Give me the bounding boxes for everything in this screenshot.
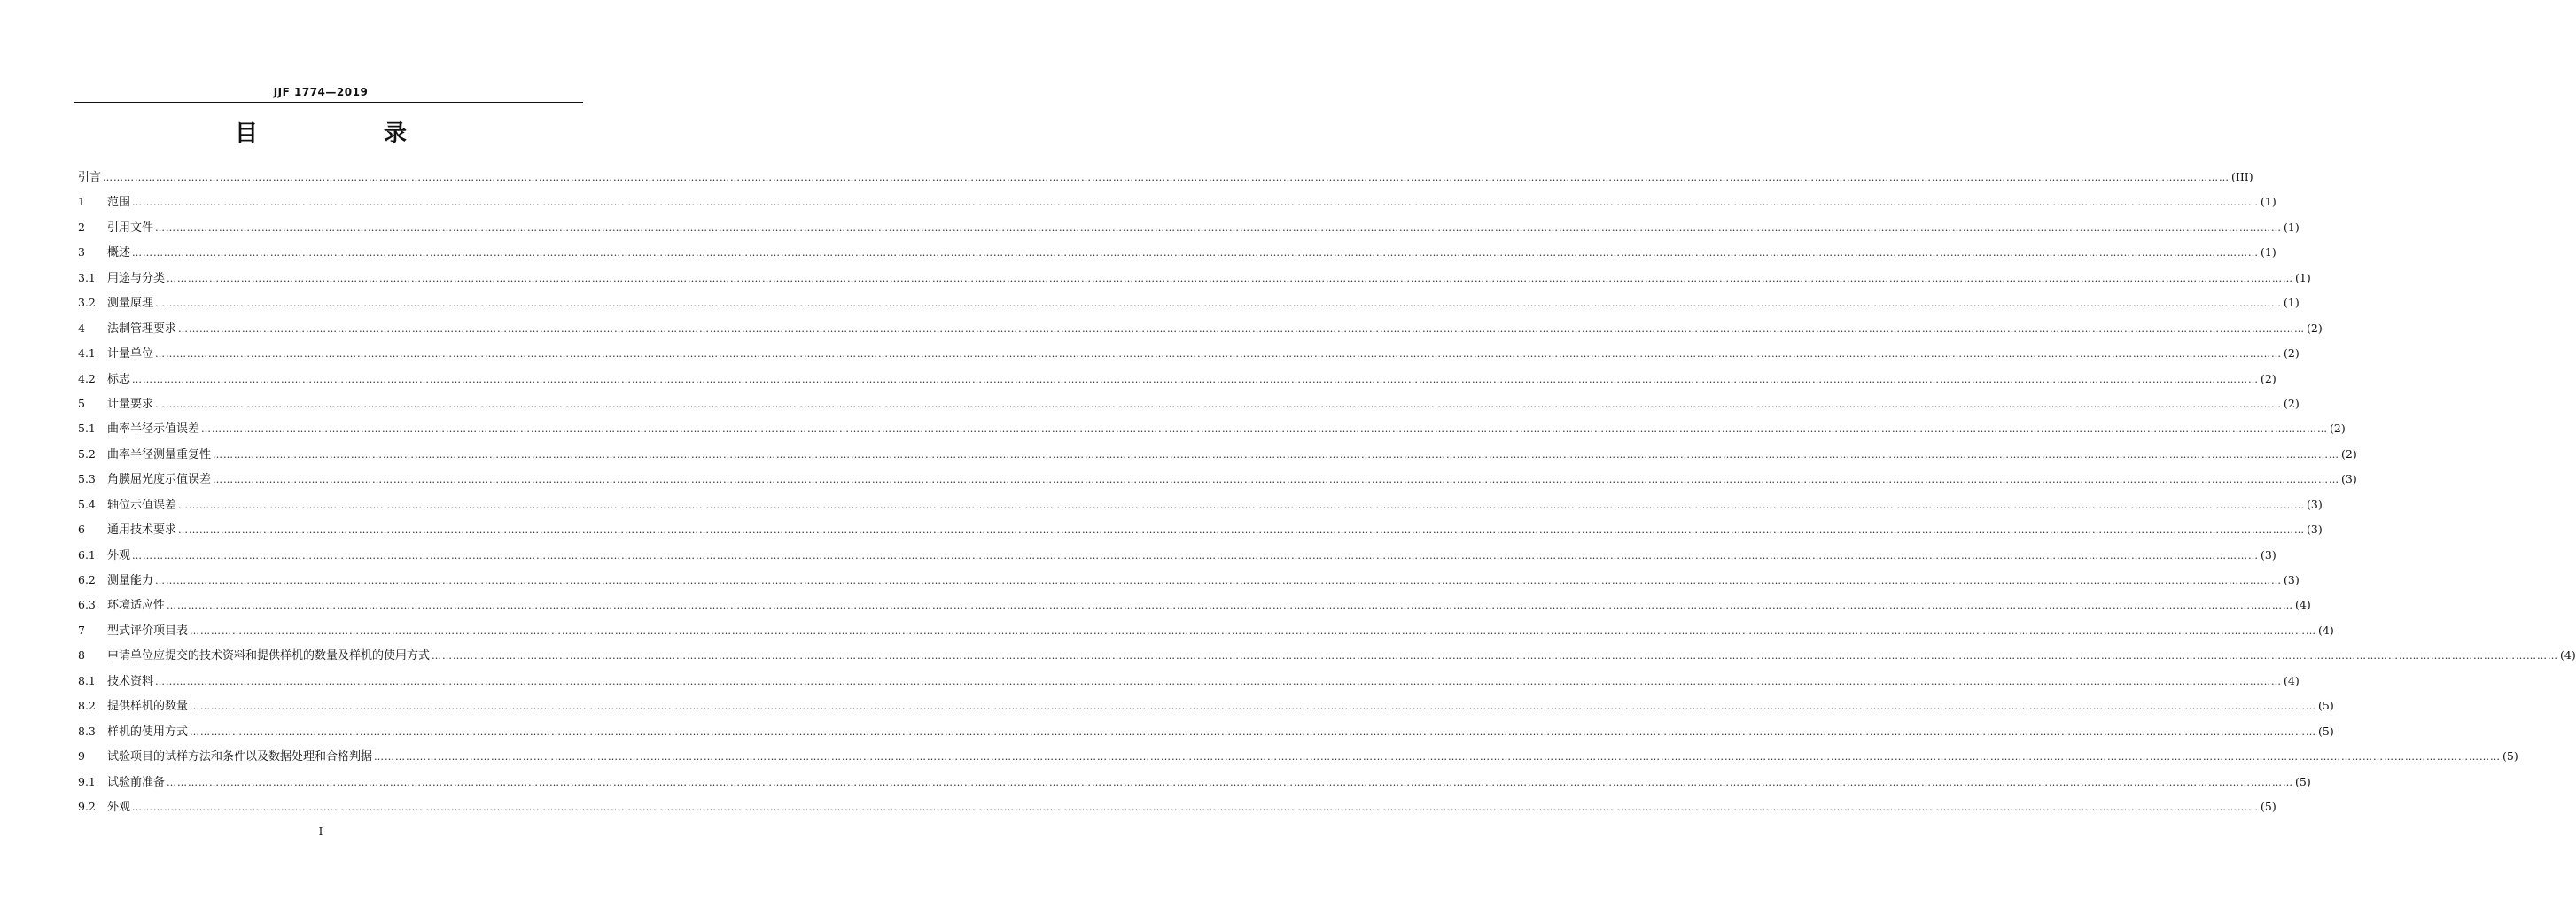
toc-entry-number: 9: [78, 749, 85, 764]
toc-entry-line: [107, 393, 2300, 415]
toc-dot-leader: ……………………………………………………………………………………………………………………………………………………………………………………………………………………………………………………………………………………………………………………………………………………………………………………………………………………………………………………………………………………………………………………………………………………: [167, 600, 2294, 612]
toc-dot-leader: ……………………………………………………………………………………………………………………………………………………………………………………………………………………………………………………………………………………………………………………………………………………………………………………………………………………………………………………………………………………………………………………………………………………: [374, 751, 2502, 764]
toc-entry-page: (5): [2261, 799, 2276, 813]
toc-entry-page: (3): [2261, 547, 2276, 562]
toc-dot-leader: ……………………………………………………………………………………………………………………………………………………………………………………………………………………………………………………………………………………………………………………………………………………………………………………………………………………………………………………………………………………………………………………………………………………: [178, 322, 2306, 335]
toc-entry-number: 7: [78, 623, 85, 637]
header-rule: [74, 102, 583, 103]
toc-entry[interactable]: [78, 167, 2253, 191]
toc-dot-leader: ……………………………………………………………………………………………………………………………………………………………………………………………………………………………………………………………………………………………………………………………………………………………………………………………………………………………………………………………………………………………………………………………………………………: [190, 725, 2317, 738]
toc-entry-line: [107, 570, 2300, 592]
toc-entry-label: 法制管理要求: [107, 322, 177, 336]
toc-entry-number: 5.4: [78, 497, 96, 511]
toc-entry-line: [107, 318, 2323, 340]
toc-entry-number: 8: [78, 648, 85, 663]
toc-entry-page: (2): [2284, 346, 2300, 360]
toc-entry-number: 3: [78, 245, 85, 260]
toc-entry-page: (5): [2502, 749, 2518, 764]
toc-entry-line: [107, 292, 2300, 314]
toc-entry[interactable]: [78, 570, 2300, 594]
toc-entry-page: (2): [2330, 422, 2346, 436]
toc-entry-page: (3): [2341, 472, 2357, 486]
toc-entry-number: 4.1: [78, 346, 96, 360]
toc-entry-page: (5): [2318, 724, 2334, 738]
toc-entry-line: [107, 746, 2518, 768]
toc-entry-number: 1: [78, 195, 85, 209]
toc-dot-leader: ……………………………………………………………………………………………………………………………………………………………………………………………………………………………………………………………………………………………………………………………………………………………………………………………………………………………………………………………………………………………………………………………………………………: [432, 650, 2559, 663]
toc-entry-number: 2: [78, 220, 85, 234]
toc-entry-page: (1): [2261, 195, 2276, 209]
toc-entry[interactable]: [78, 217, 2300, 242]
toc-entry-number: 4.2: [78, 371, 96, 385]
toc-entry[interactable]: [78, 519, 2323, 544]
toc-entry-line: [107, 796, 2276, 818]
toc-entry-line: [107, 695, 2334, 717]
toc-dot-leader: ……………………………………………………………………………………………………………………………………………………………………………………………………………………………………………………………………………………………………………………………………………………………………………………………………………………………………………………………………………………………………………………………………………………: [132, 197, 2260, 209]
toc-entry-number: 8.1: [78, 673, 96, 687]
toc-entry[interactable]: [78, 746, 2518, 771]
toc-entry-label: 曲率半径示值误差: [107, 422, 200, 437]
toc-dot-leader: ……………………………………………………………………………………………………………………………………………………………………………………………………………………………………………………………………………………………………………………………………………………………………………………………………………………………………………………………………………………………………………………………………………………: [155, 348, 2283, 360]
page-title: 目 录: [234, 120, 458, 147]
toc-entry[interactable]: [78, 267, 2311, 292]
toc-entry-line: [107, 519, 2323, 541]
page-number: I: [318, 826, 323, 838]
toc-entry-label: 标志: [107, 372, 131, 386]
toc-dot-leader: ……………………………………………………………………………………………………………………………………………………………………………………………………………………………………………………………………………………………………………………………………………………………………………………………………………………………………………………………………………………………………………………………………………………: [155, 298, 2283, 310]
toc-entry-number: 9.2: [78, 799, 96, 813]
toc-entry-number: 6.1: [78, 547, 96, 562]
toc-entry-page: (1): [2284, 296, 2300, 310]
toc-dot-leader: ……………………………………………………………………………………………………………………………………………………………………………………………………………………………………………………………………………………………………………………………………………………………………………………………………………………………………………………………………………………………………………………………………………………: [190, 624, 2317, 637]
toc-dot-leader: ……………………………………………………………………………………………………………………………………………………………………………………………………………………………………………………………………………………………………………………………………………………………………………………………………………………………………………………………………………………………………………………………………………………: [213, 448, 2340, 461]
toc-entry-number: 8.2: [78, 699, 96, 713]
toc-entry-line: [107, 771, 2311, 794]
toc-entry-page: (5): [2295, 774, 2311, 788]
toc-dot-leader: ……………………………………………………………………………………………………………………………………………………………………………………………………………………………………………………………………………………………………………………………………………………………………………………………………………………………………………………………………………………………………………………………………………………: [155, 675, 2283, 687]
toc-entry[interactable]: [78, 393, 2300, 418]
toc-entry-number: 5.3: [78, 472, 96, 486]
toc-entry[interactable]: [78, 545, 2276, 570]
toc-entry-label: 曲率半径测量重复性: [107, 447, 212, 461]
toc-entry-page: (4): [2560, 648, 2576, 663]
toc-entry-page: (3): [2284, 573, 2300, 586]
document-code: JJF 1774—2019: [273, 86, 369, 98]
toc-entry-line: [107, 191, 2276, 213]
toc-entry-label: 引言: [78, 171, 102, 184]
toc-entry-page: (3): [2307, 497, 2323, 511]
toc-entry-label: 范围: [107, 196, 131, 210]
toc-entry-number: 3.1: [78, 270, 96, 284]
toc-entry[interactable]: [78, 242, 2276, 267]
toc-entry-line: [107, 267, 2311, 290]
toc-entry-page: (3): [2307, 523, 2323, 537]
toc-entry-number: 6.2: [78, 573, 96, 586]
toc-entry[interactable]: [78, 469, 2357, 493]
toc-entry-number: 5: [78, 396, 85, 410]
toc-entry-label: 申请单位应提交的技术资料和提供样机的数量及样机的使用方式: [107, 649, 431, 663]
toc-entry-page: (4): [2284, 673, 2300, 687]
toc-entry-line: [107, 671, 2300, 693]
toc-entry-line: [107, 469, 2357, 491]
toc-entry-number: 6.3: [78, 598, 96, 612]
toc-entry-label: 通用技术要求: [107, 523, 177, 538]
toc-entry-page: (4): [2295, 598, 2311, 612]
toc-entry-line: [107, 418, 2346, 440]
toc-entry-label: 样机的使用方式: [107, 725, 189, 739]
toc-entry-page: (1): [2261, 245, 2276, 260]
toc-dot-leader: ……………………………………………………………………………………………………………………………………………………………………………………………………………………………………………………………………………………………………………………………………………………………………………………………………………………………………………………………………………………………………………………………………………………: [132, 373, 2260, 385]
toc-entry-label: 环境适应性: [107, 599, 166, 613]
toc-entry-label: 测量原理: [107, 297, 154, 311]
toc-dot-leader: ……………………………………………………………………………………………………………………………………………………………………………………………………………………………………………………………………………………………………………………………………………………………………………………………………………………………………………………………………………………………………………………………………………………: [213, 474, 2340, 486]
toc-entry[interactable]: [78, 771, 2311, 796]
toc-entry-label: 外观: [107, 800, 131, 814]
toc-entry-line: [107, 594, 2311, 616]
toc-dot-leader: ……………………………………………………………………………………………………………………………………………………………………………………………………………………………………………………………………………………………………………………………………………………………………………………………………………………………………………………………………………………………………………………………………………………: [132, 247, 2260, 260]
toc-entry-number: 8.3: [78, 724, 96, 738]
toc-entry-label: 试验前准备: [107, 775, 166, 789]
toc-entry-line: [107, 242, 2276, 264]
toc-entry[interactable]: [78, 695, 2334, 720]
toc-entry-page: (2): [2341, 446, 2357, 461]
toc-entry-page: (2): [2307, 321, 2323, 335]
toc-entry-page: (2): [2261, 371, 2276, 385]
toc-entry-page: (1): [2295, 270, 2311, 284]
toc-dot-leader: ……………………………………………………………………………………………………………………………………………………………………………………………………………………………………………………………………………………………………………………………………………………………………………………………………………………………………………………………………………………………………………………………………………………: [155, 575, 2283, 586]
toc-entry-page: (III): [2231, 170, 2253, 183]
toc-entry[interactable]: [78, 620, 2334, 645]
toc-dot-leader: ……………………………………………………………………………………………………………………………………………………………………………………………………………………………………………………………………………………………………………………………………………………………………………………………………………………………………………………………………………………………………………………………………………………: [155, 221, 2283, 234]
toc-entry-label: 计量单位: [107, 347, 154, 361]
toc-entry[interactable]: [78, 318, 2323, 343]
toc-entry-label: 角膜屈光度示值误差: [107, 473, 212, 487]
toc-entry-label: 型式评价项目表: [107, 624, 189, 638]
toc-entry[interactable]: [78, 368, 2276, 393]
toc-entry-number: 4: [78, 321, 85, 335]
toc-entry-line: [107, 444, 2357, 466]
toc-entry-line: [107, 368, 2276, 391]
toc-entry-number: 5.2: [78, 446, 96, 461]
toc-entry[interactable]: [78, 444, 2357, 469]
toc-entry-page: (4): [2318, 623, 2334, 637]
toc-entry-line: [107, 343, 2300, 365]
toc-entry-page: (2): [2284, 396, 2300, 410]
toc-entry-number: 9.1: [78, 774, 96, 788]
toc-entry-number: 5.1: [78, 422, 96, 436]
toc-entry-label: 计量要求: [107, 397, 154, 411]
toc-dot-leader: ……………………………………………………………………………………………………………………………………………………………………………………………………………………………………………………………………………………………………………………………………………………………………………………………………………………………………………………………………………………………………………………………………………………: [103, 172, 2230, 183]
toc-entry-label: 测量能力: [107, 574, 154, 587]
toc-dot-leader: ……………………………………………………………………………………………………………………………………………………………………………………………………………………………………………………………………………………………………………………………………………………………………………………………………………………………………………………………………………………………………………………………………………………: [167, 776, 2294, 788]
toc-entry-label: 提供样机的数量: [107, 700, 189, 714]
toc-entry-page: (1): [2284, 220, 2300, 234]
toc-entry[interactable]: [78, 671, 2300, 695]
toc-dot-leader: ……………………………………………………………………………………………………………………………………………………………………………………………………………………………………………………………………………………………………………………………………………………………………………………………………………………………………………………………………………………………………………………………………………………: [132, 549, 2260, 562]
toc-dot-leader: ……………………………………………………………………………………………………………………………………………………………………………………………………………………………………………………………………………………………………………………………………………………………………………………………………………………………………………………………………………………………………………………………………………………: [190, 701, 2317, 713]
toc-entry[interactable]: [78, 721, 2334, 746]
toc-entry[interactable]: [78, 191, 2276, 216]
toc-entry-line: [107, 620, 2334, 642]
toc-entry-label: 技术资料: [107, 674, 154, 688]
toc-entry-label: 引用文件: [107, 221, 154, 235]
toc-entry-number: 3.2: [78, 296, 96, 310]
toc-entry-line: [107, 721, 2334, 743]
toc-entry-label: 概述: [107, 246, 131, 260]
toc-entry[interactable]: [78, 796, 2276, 821]
toc-entry-line: [107, 494, 2323, 516]
toc-entry[interactable]: [78, 594, 2311, 619]
toc-dot-leader: ……………………………………………………………………………………………………………………………………………………………………………………………………………………………………………………………………………………………………………………………………………………………………………………………………………………………………………………………………………………………………………………………………………………: [132, 801, 2260, 813]
toc-entry[interactable]: [78, 292, 2300, 317]
toc-dot-leader: ……………………………………………………………………………………………………………………………………………………………………………………………………………………………………………………………………………………………………………………………………………………………………………………………………………………………………………………………………………………………………………………………………………………: [155, 398, 2283, 410]
toc-entry-line: [78, 167, 2253, 189]
toc-entry[interactable]: [78, 418, 2346, 443]
toc-dot-leader: ……………………………………………………………………………………………………………………………………………………………………………………………………………………………………………………………………………………………………………………………………………………………………………………………………………………………………………………………………………………………………………………………………………………: [201, 423, 2329, 436]
toc-entry-label: 用途与分类: [107, 271, 166, 285]
toc-entry[interactable]: [78, 645, 2576, 670]
toc-dot-leader: ……………………………………………………………………………………………………………………………………………………………………………………………………………………………………………………………………………………………………………………………………………………………………………………………………………………………………………………………………………………………………………………………………………………: [178, 524, 2306, 537]
toc-entry[interactable]: [78, 494, 2323, 519]
toc-entry-line: [107, 217, 2300, 239]
toc-entry-label: 试验项目的试样方法和条件以及数据处理和合格判据: [107, 750, 373, 764]
toc-entry-line: [107, 545, 2276, 567]
toc-dot-leader: ……………………………………………………………………………………………………………………………………………………………………………………………………………………………………………………………………………………………………………………………………………………………………………………………………………………………………………………………………………………………………………………………………………………: [178, 499, 2306, 511]
toc-entry-number: 6: [78, 523, 85, 537]
toc-entry-line: [107, 645, 2576, 667]
toc-entry-label: 外观: [107, 548, 131, 562]
toc-entry-page: (5): [2318, 699, 2334, 713]
toc-entry[interactable]: [78, 343, 2300, 368]
toc-entry-label: 轴位示值误差: [107, 498, 177, 512]
toc-dot-leader: ……………………………………………………………………………………………………………………………………………………………………………………………………………………………………………………………………………………………………………………………………………………………………………………………………………………………………………………………………………………………………………………………………………………: [167, 272, 2294, 284]
table-of-contents: [78, 167, 2576, 821]
